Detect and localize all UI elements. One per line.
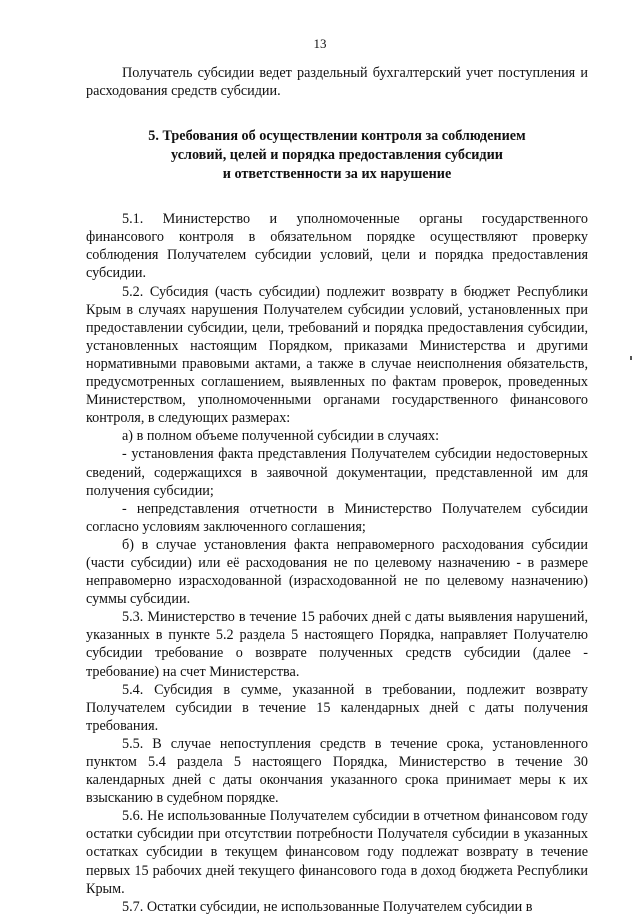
document-body (86, 64, 588, 916)
section-heading-line: условий, целей и порядка предоставления субсидии (171, 147, 503, 164)
paragraph-5-2-a-item-2: - непредставления отчетности в Министерство Получателем субсидии согласно условиям заключенного соглашения; (86, 500, 588, 535)
paragraph-5-4: 5.4. Субсидия в сумме, указанной в требовании, подлежит возврату Получателем субсидии в течение 15 календарных дней с даты получения требования. (86, 681, 588, 734)
paragraph-5-6: 5.6. Не использованные Получателем субсидии в отчетном финансовом году остатки субсидии при отсутствии потребности Получателя субсидии в указанных остатках субсидии в текущем финансовом году подлежат возврату в течение первых 15 рабочих дней текущего финансового года в доход бюджета Республики Крым. (86, 808, 588, 897)
paragraph-5-2-a: а) в полном объеме полученной субсидии в случаях: (122, 428, 440, 445)
intro-paragraph: Получатель субсидии ведет раздельный бухгалтерский учет поступления и расходования средств субсидии. (86, 65, 588, 100)
section-heading-line: 5. Требования об осуществлении контроля за соблюдением (148, 128, 526, 145)
page-number: 13 (313, 36, 327, 51)
paragraph-5-1: 5.1. Министерство и уполномоченные органы государственного финансового контроля в обязательном порядке осуществляют проверку соблюдения Получателем субсидии условий, цели и порядка предоставления субсидии. (86, 211, 588, 282)
paragraph-5-2-b: б) в случае установления факта неправомерного расходования субсидии (части субсидии) или её расходования не по целевому назначению - в размере неправомерно израсходованной (израсходованной не по целевому назначению) суммы субсидии. (86, 536, 588, 608)
scan-artifact-mark (630, 356, 632, 360)
paragraph-5-2: 5.2. Субсидия (часть субсидии) подлежит возврату в бюджет Республики Крым в случаях нарушения Получателем субсидии условий, установленных при предоставлении субсидии, цели, требований и порядка предоставления субсидии, установленных настоящим Порядком, приказами Министерства и другими нормативными правовыми актами, а также в случае неисполнения обязательств, предусмотренных соглашением, выявленных по фактам проверок, проведенных Министерством, уполномоченными органами государственного финансового контроля, в следующих размерах: (86, 283, 588, 427)
paragraph-5-2-a-item-1: - установления факта представления Получателем субсидии недостоверных сведений, содержащихся в заявочной документации, представленной им для получения субсидии; (86, 446, 588, 499)
section-heading-line: и ответственности за их нарушение (222, 166, 452, 183)
paragraph-5-7: 5.7. Остатки субсидии, не использованные Получателем субсидии в (122, 898, 533, 915)
section-heading (86, 127, 588, 184)
paragraph-5-3: 5.3. Министерство в течение 15 рабочих дней с даты выявления нарушений, указанных в пункте 5.2 раздела 5 настоящего Порядка, направляет Получателю субсидии требование о возврате полученных средств субсидии (далее - требование) на счет Министерства. (86, 609, 588, 680)
paragraph-5-5: 5.5. В случае непоступления средств в течение срока, установленного пунктом 5.4 раздела 5 настоящего Порядка, Министерство в течение 30 календарных дней с даты окончания указанного срока принимает меры к их взысканию в судебном порядке. (86, 735, 588, 807)
